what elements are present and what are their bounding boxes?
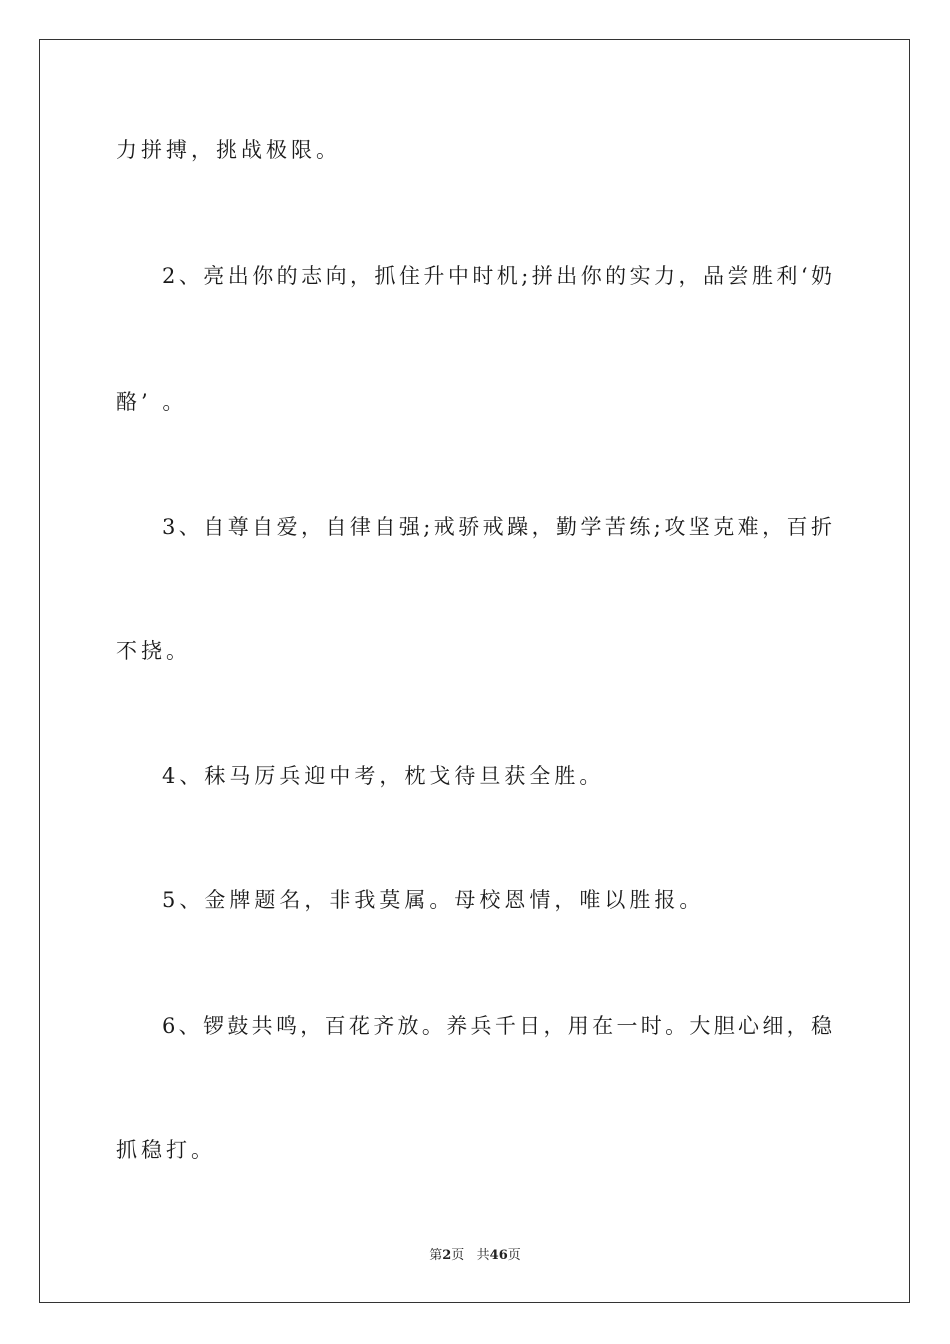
text-line-7: 5、金牌题名，非我莫属。母校恩情，唯以胜报。: [162, 888, 705, 912]
footer-mid: 页 共: [451, 1248, 490, 1263]
text-line-2: 2、亮出你的志向，抓住升中时机;拼出你的实力，品尝胜利‘奶: [162, 264, 832, 288]
footer-prefix: 第: [429, 1248, 443, 1263]
footer-page-total: 46: [489, 1248, 508, 1263]
text-line-1: 力拼搏，挑战极限。: [116, 138, 341, 162]
text-line-3: 酪’ 。: [116, 390, 188, 414]
text-line-6: 4、秣马厉兵迎中考，枕戈待旦获全胜。: [162, 764, 605, 788]
text-line-9: 抓稳打。: [116, 1138, 216, 1162]
text-line-8: 6、锣鼓共鸣，百花齐放。养兵千日，用在一时。大胆心细，稳: [162, 1014, 832, 1038]
footer-page-current: 2: [442, 1248, 452, 1263]
page-border: [39, 39, 910, 1303]
text-line-5: 不挠。: [116, 639, 191, 663]
footer-suffix: 页: [507, 1248, 521, 1263]
page-footer: [0, 1247, 950, 1265]
text-line-4: 3、自尊自爱，自律自强;戒骄戒躁，勤学苦练;攻坚克难，百折: [162, 515, 832, 539]
